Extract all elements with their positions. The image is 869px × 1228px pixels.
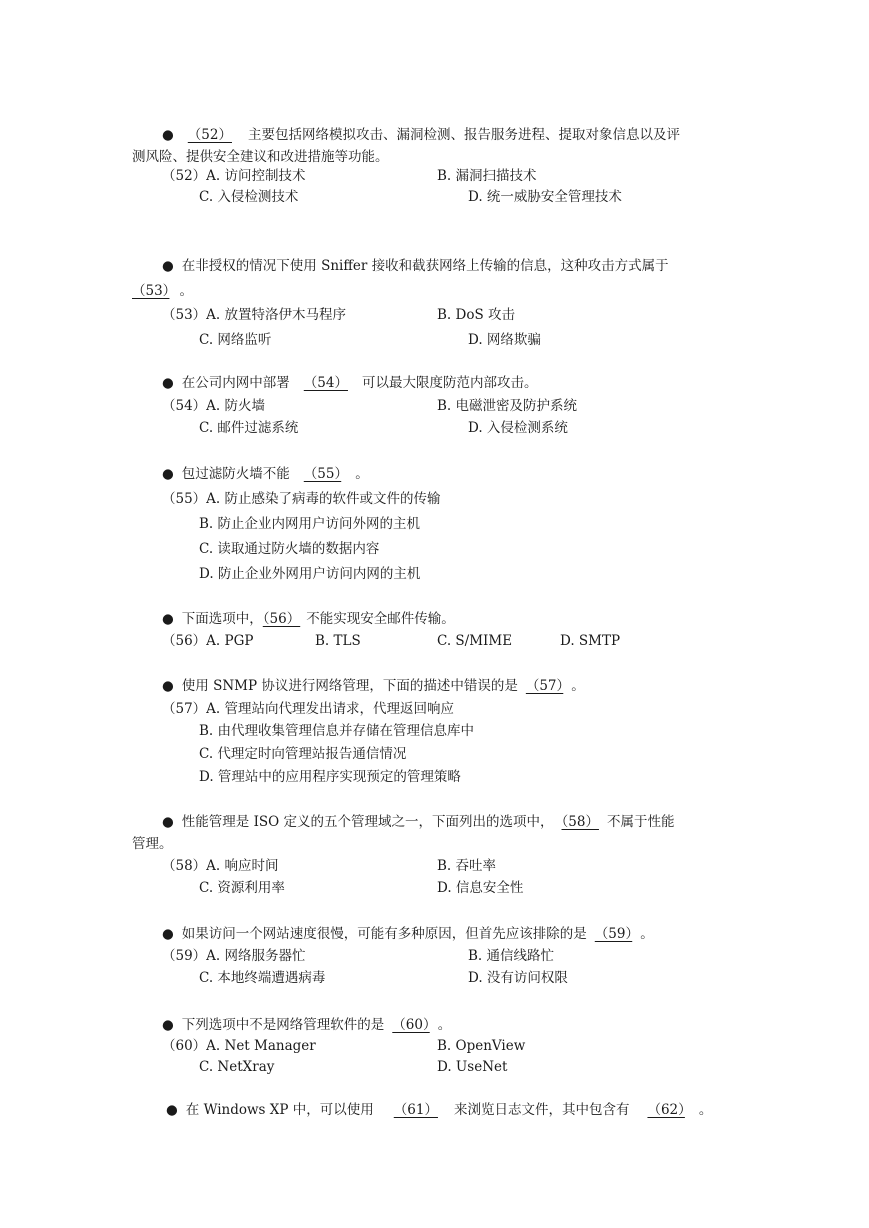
option-57-c: C. 代理定时向管理站报告通信情况 (199, 746, 407, 762)
option-60-b: B. OpenView (437, 1038, 526, 1054)
option-57-b: B. 由代理收集管理信息并存储在管理信息库中 (199, 723, 475, 739)
option-53-a: （53）A. 放置特洛伊木马程序 (162, 307, 347, 323)
answer-blank-62: （62） (647, 1102, 685, 1118)
question-57-stem (162, 677, 585, 695)
question-60-post: 。 (437, 1017, 452, 1033)
question-58-post: 不属于性能 (606, 814, 675, 830)
option-53-d: D. 网络欺骗 (468, 332, 541, 348)
option-56-c: C. S/MIME (437, 633, 513, 649)
question-61-post: 。 (698, 1102, 713, 1118)
question-60-stem (162, 1016, 451, 1034)
bullet-icon: ● (162, 466, 174, 482)
question-58-stem (162, 813, 674, 831)
answer-blank-60: （60） (392, 1017, 430, 1033)
option-57-a: （57）A. 管理站向代理发出请求，代理返回响应 (162, 701, 455, 717)
question-54-pre: 在公司内网中部署 (181, 375, 290, 391)
answer-blank-56: （56） (262, 611, 301, 627)
option-59-c: C. 本地终端遭遇病毒 (199, 970, 326, 986)
option-58-b: B. 吞吐率 (437, 858, 497, 874)
option-60-c: C. NetXray (199, 1059, 275, 1075)
option-54-d: D. 入侵检测系统 (468, 420, 568, 436)
option-53-c: C. 网络监听 (199, 332, 272, 348)
option-55-d: D. 防止企业外网用户访问内网的主机 (199, 566, 421, 582)
option-52-b: B. 漏洞扫描技术 (437, 168, 537, 184)
question-53-stem (162, 257, 669, 275)
answer-blank-54: （54） (303, 375, 348, 391)
bullet-icon: ● (162, 258, 174, 274)
question-56-post: 不能实现安全邮件传输。 (306, 611, 455, 627)
option-53-b: B. DoS 攻击 (437, 307, 515, 323)
answer-blank-55: （55） (303, 466, 342, 482)
option-54-b: B. 电磁泄密及防护系统 (437, 398, 578, 414)
question-52-text-line1: 主要包括网络模拟攻击、漏洞检测、报告服务进程、提取对象信息以及评 (247, 127, 680, 143)
bullet-icon: ● (162, 375, 174, 391)
option-54-c: C. 邮件过滤系统 (199, 420, 299, 436)
option-59-d: D. 没有访问权限 (468, 970, 568, 986)
question-59-stem (162, 925, 654, 943)
option-56-b: B. TLS (315, 633, 361, 649)
answer-blank-52: （52） (187, 127, 232, 143)
option-54-a: （54）A. 防火墙 (162, 398, 266, 414)
option-59-b: B. 通信线路忙 (468, 948, 555, 964)
option-58-a: （58）A. 响应时间 (162, 858, 279, 874)
question-54-post: 可以最大限度防范内部攻击。 (361, 375, 538, 391)
option-52-c: C. 入侵检测技术 (199, 189, 299, 205)
question-61-pre: 在 Windows XP 中，可以使用 (185, 1102, 374, 1118)
bullet-icon: ● (162, 1017, 174, 1033)
question-57-post: 。 (571, 678, 585, 694)
question-56-pre: 下面选项中， (181, 611, 263, 627)
option-52-a: （52）A. 访问控制技术 (162, 168, 306, 184)
question-52-stem (162, 126, 680, 144)
option-52-d: D. 统一威胁安全管理技术 (468, 189, 622, 205)
bullet-icon: ● (166, 1102, 178, 1118)
question-52-text-line2: 测风险、提供安全建议和改进措施等功能。 (132, 149, 389, 165)
option-57-d: D. 管理站中的应用程序实现预定的管理策略 (199, 769, 461, 785)
option-55-c: C. 读取通过防火墙的数据内容 (199, 541, 380, 557)
question-53-text-line2 (132, 282, 193, 300)
question-55-stem (162, 465, 369, 483)
question-59-pre: 如果访问一个网站速度很慢，可能有多种原因，但首先应该排除的是 (181, 926, 587, 942)
option-58-c: C. 资源利用率 (199, 880, 285, 896)
option-58-d: D. 信息安全性 (437, 880, 524, 896)
option-55-b: B. 防止企业内网用户访问外网的主机 (199, 516, 421, 532)
option-56-a: （56）A. PGP (162, 633, 254, 649)
question-60-pre: 下列选项中不是网络管理软件的是 (181, 1017, 385, 1033)
answer-blank-53: （53） (132, 283, 170, 299)
question-58-pre: 性能管理是 ISO 定义的五个管理域之一，下面列出的选项中， (181, 814, 554, 830)
option-55-a: （55）A. 防止感染了病毒的软件或文件的传输 (162, 491, 441, 507)
option-56-d: D. SMTP (560, 633, 621, 649)
option-60-a: （60）A. Net Manager (162, 1038, 316, 1054)
option-60-d: D. UseNet (437, 1059, 508, 1075)
question-58-text-line2: 管理。 (132, 836, 173, 852)
question-61-stem (166, 1101, 712, 1119)
bullet-icon: ● (162, 678, 174, 694)
question-56-stem (162, 610, 455, 628)
bullet-icon: ● (162, 926, 174, 942)
bullet-icon: ● (162, 127, 174, 143)
answer-blank-58: （58） (561, 814, 599, 830)
question-55-pre: 包过滤防火墙不能 (181, 466, 290, 482)
answer-blank-61: （61） (393, 1102, 438, 1118)
question-54-stem (162, 374, 537, 392)
question-59-post: 。 (640, 926, 654, 942)
bullet-icon: ● (162, 814, 174, 830)
question-61-mid: 来浏览日志文件，其中包含有 (453, 1102, 630, 1118)
question-53-text-line1: 在非授权的情况下使用 Sniffer 接收和截获网络上传输的信息，这种攻击方式属于 (181, 258, 669, 274)
question-53-tail: 。 (179, 283, 193, 299)
question-57-pre: 使用 SNMP 协议进行网络管理，下面的描述中错误的是 (181, 678, 518, 694)
question-55-post: 。 (355, 466, 369, 482)
answer-blank-57: （57） (525, 678, 564, 694)
bullet-icon: ● (162, 611, 174, 627)
option-59-a: （59）A. 网络服务器忙 (162, 948, 306, 964)
answer-blank-59: （59） (594, 926, 633, 942)
